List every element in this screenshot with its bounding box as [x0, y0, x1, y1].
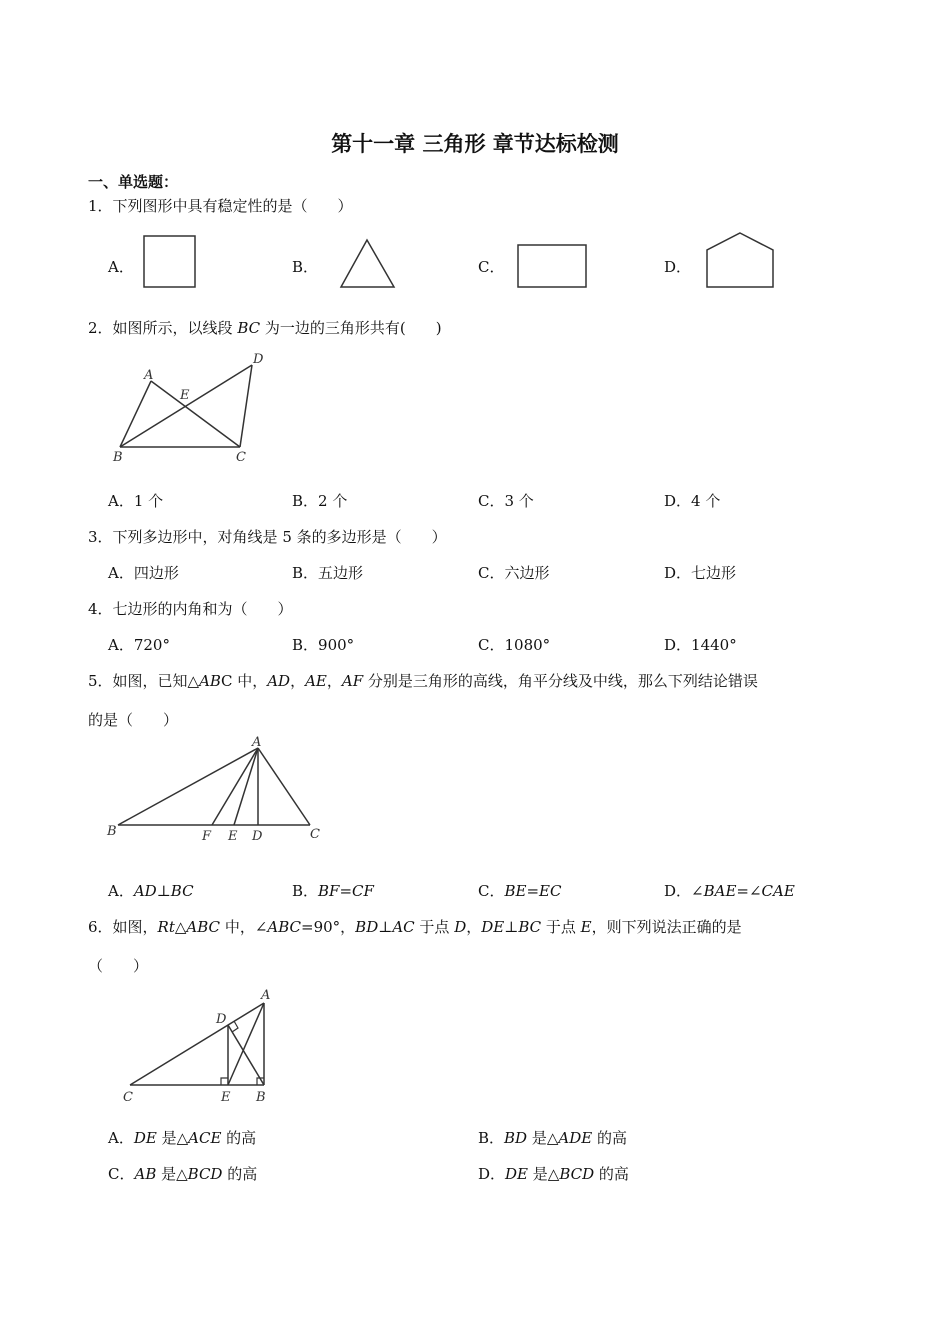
q6-label-e: E	[221, 1090, 231, 1105]
q6-option-c: C．AB 是△BCD 的高	[108, 1165, 258, 1183]
q1-option-c: C．	[478, 258, 505, 276]
q5-stem-line2: 的是（ ）	[88, 711, 179, 729]
q2-option-d: D．4 个	[664, 492, 721, 510]
q6-label-b: B	[256, 1090, 266, 1105]
q5-option-b: B．BF=CF	[292, 882, 374, 900]
q1-option-d: D．	[664, 258, 692, 276]
q5-option-d: D．∠BAE=∠CAE	[664, 882, 795, 900]
q1-stem: 1．下列图形中具有稳定性的是（ ）	[88, 197, 353, 215]
q2-label-c: C	[236, 450, 246, 465]
q5-stem-line1: 5．如图，已知△ABC 中，AD，AE，AF 分别是三角形的高线，角平分线及中线，那么下列结论错误	[88, 672, 758, 690]
q1-rectangle-figure	[514, 241, 590, 291]
q4-option-c: C．1080°	[478, 636, 551, 654]
q6-stem-line2: （ ）	[88, 957, 149, 975]
q1-option-b: B．	[292, 258, 319, 276]
q6-figure	[118, 983, 288, 1108]
q4-option-d: D．1440°	[664, 636, 737, 654]
q5-label-a: A	[252, 735, 262, 750]
q4-option-b: B．900°	[292, 636, 355, 654]
q6-option-d: D．DE 是△BCD 的高	[478, 1165, 629, 1183]
q5-label-d: D	[252, 829, 263, 844]
q2-figure	[108, 347, 278, 467]
q2-label-a: A	[144, 368, 154, 383]
q1-pentagon-figure	[702, 228, 778, 292]
q2-option-b: B．2 个	[292, 492, 348, 510]
q6-label-d: D	[216, 1012, 227, 1027]
q3-option-d: D．七边形	[664, 564, 737, 582]
q2-stem: 2．如图所示，以线段 BC 为一边的三角形共有( )	[88, 319, 442, 337]
q2-label-e: E	[180, 388, 190, 403]
q6-stem-line1: 6．如图，Rt△ABC 中，∠ABC=90°，BD⊥AC 于点 D，DE⊥BC 于点 E，则下列说法正确的是	[88, 918, 742, 936]
page-title: 第十一章 三角形 章节达标检测	[331, 132, 619, 156]
q5-figure	[100, 733, 330, 848]
q2-label-d: D	[253, 352, 264, 367]
q5-label-e: E	[228, 829, 238, 844]
q3-option-a: A．四边形	[108, 564, 179, 582]
q6-option-a: A．DE 是△ACE 的高	[108, 1129, 257, 1147]
q6-option-b: B．BD 是△ADE 的高	[478, 1129, 627, 1147]
q2-option-a: A．1 个	[108, 492, 164, 510]
q4-stem: 4．七边形的内角和为（ ）	[88, 600, 293, 618]
q1-option-a: A．	[108, 258, 134, 276]
q1-triangle-figure	[336, 234, 400, 292]
q3-option-c: C．六边形	[478, 564, 550, 582]
q3-option-b: B．五边形	[292, 564, 364, 582]
q2-label-b: B	[113, 450, 123, 465]
q6-label-a: A	[261, 988, 271, 1003]
q3-stem: 3．下列多边形中，对角线是 5 条的多边形是（ ）	[88, 528, 447, 546]
q5-label-b: B	[107, 824, 117, 839]
q5-option-a: A．AD⊥BC	[108, 882, 194, 900]
q6-label-c: C	[123, 1090, 133, 1105]
q5-label-c: C	[310, 827, 320, 842]
q2-option-c: C．3 个	[478, 492, 534, 510]
q5-label-f: F	[202, 829, 212, 844]
section-heading: 一、单选题：	[88, 173, 179, 191]
q4-option-a: A．720°	[108, 636, 170, 654]
q5-option-c: C．BE=EC	[478, 882, 562, 900]
q1-square-figure	[140, 232, 200, 292]
